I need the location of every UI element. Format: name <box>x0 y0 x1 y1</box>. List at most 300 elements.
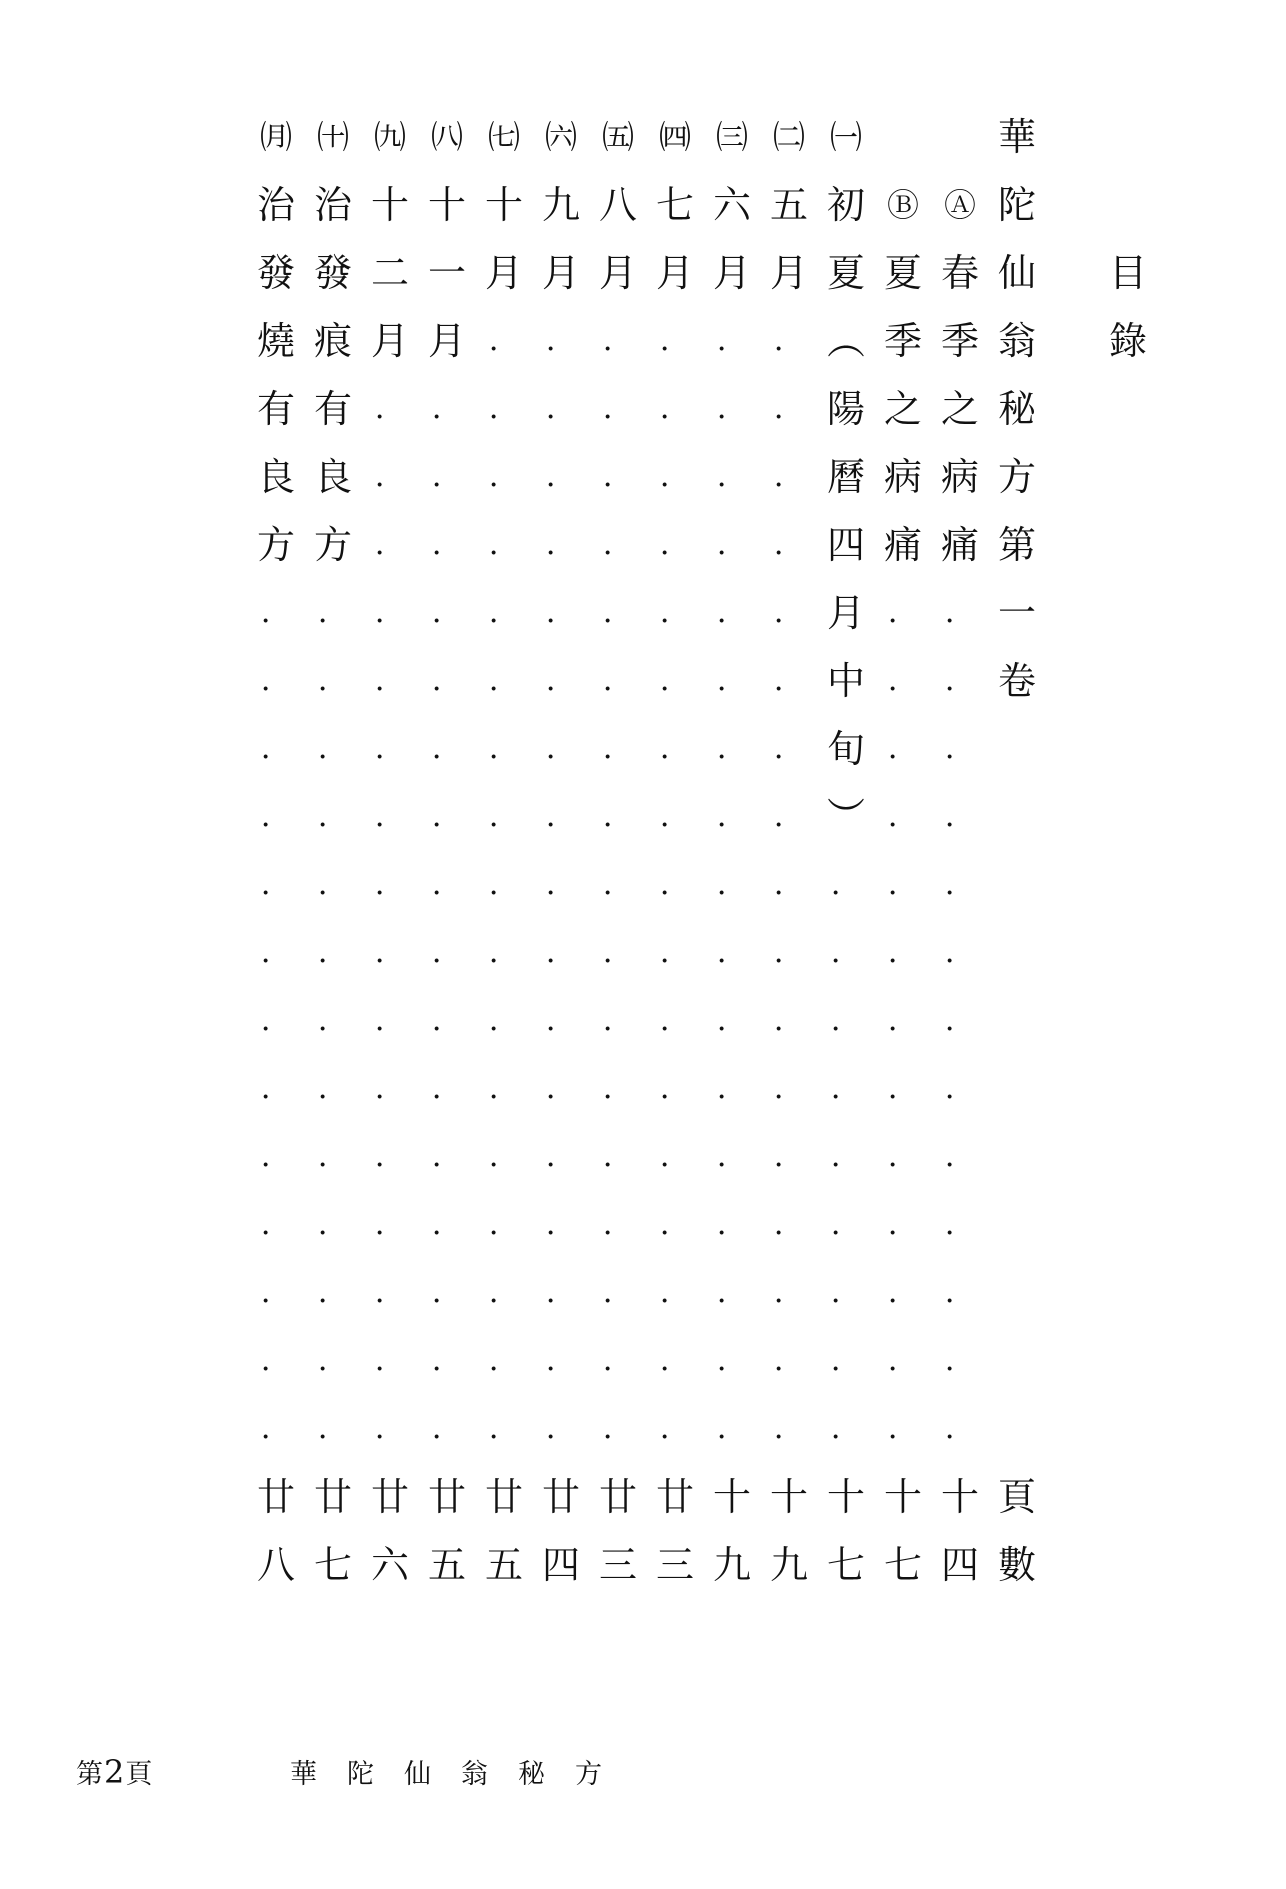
leader-dot: ． <box>660 323 690 358</box>
entry-page-char: 廿 <box>370 1475 409 1519</box>
leader-dot: ． <box>375 1139 405 1174</box>
entry-page-char: 廿 <box>313 1475 352 1519</box>
leader-dot: ． <box>717 527 747 562</box>
leader-dot: ． <box>546 663 576 698</box>
leader-dot: ． <box>318 799 348 834</box>
entry-title-char: 痛 <box>940 523 979 567</box>
leader-dot: ． <box>603 867 633 902</box>
leader-dot: ． <box>546 1071 576 1106</box>
entry-title-char: 之 <box>883 387 922 431</box>
spacer <box>989 919 1045 987</box>
leader-dot: ． <box>375 1207 405 1242</box>
leader-dot: ． <box>660 663 690 698</box>
entry-title-char: 病 <box>940 455 979 499</box>
leader-dot: ． <box>717 391 747 426</box>
leader-dot: ． <box>660 1343 690 1378</box>
leader-dot: ． <box>489 1275 519 1310</box>
leader-dot: ． <box>717 1411 747 1446</box>
entry-page-char: 三 <box>598 1543 637 1587</box>
entry-marker: ㈤ <box>601 118 634 156</box>
entry-title-char: ︶ <box>826 795 865 839</box>
entry-title-char: 月 <box>484 251 523 295</box>
page-count-heading-char: 數 <box>997 1543 1036 1587</box>
book-title-column <box>989 103 1045 1599</box>
leader-dot: ． <box>831 1139 861 1174</box>
title-char: 第 <box>997 523 1036 567</box>
leader-dot: ． <box>375 1071 405 1106</box>
entry-title-char: 十 <box>484 183 523 227</box>
entry-title-char: 夏 <box>826 251 865 295</box>
leader-dot: ． <box>489 459 519 494</box>
toc-entry <box>590 103 646 1599</box>
leader-dot: ． <box>546 1139 576 1174</box>
entry-title-char: 治 <box>256 183 295 227</box>
leader-dot: ． <box>432 935 462 970</box>
leader-dot: ． <box>546 1003 576 1038</box>
entry-title-char: 有 <box>256 387 295 431</box>
leader-dot: ． <box>375 527 405 562</box>
leader-dot: ． <box>261 731 291 766</box>
entry-page-char: 廿 <box>427 1475 466 1519</box>
entry-title-char: 月 <box>769 251 808 295</box>
entry-page-char: 五 <box>427 1543 466 1587</box>
leader-dot: ． <box>375 663 405 698</box>
entry-marker: ㈡ <box>772 118 805 156</box>
leader-dot: ． <box>774 459 804 494</box>
leader-dot: ． <box>945 799 975 834</box>
entry-title-char: 旬 <box>826 727 865 771</box>
entry-title-char: 痕 <box>313 319 352 363</box>
entry-marker: ㈨ <box>373 118 406 156</box>
leader-dot: ． <box>432 595 462 630</box>
leader-dot: ． <box>375 867 405 902</box>
leader-dot: ． <box>546 731 576 766</box>
leader-dot: ． <box>546 799 576 834</box>
entry-title-char: 發 <box>256 251 295 295</box>
leader-dot: ． <box>603 799 633 834</box>
leader-dot: ． <box>261 1411 291 1446</box>
leader-dot: ． <box>546 459 576 494</box>
entry-title-char: ︵ <box>826 319 865 363</box>
leader-dot: ． <box>717 323 747 358</box>
leader-dot: ． <box>489 595 519 630</box>
leader-dot: ． <box>432 1139 462 1174</box>
toc-entry <box>932 103 988 1599</box>
spacer <box>1100 171 1156 239</box>
spacer <box>1100 103 1156 171</box>
spacer <box>989 783 1045 851</box>
spacer <box>989 851 1045 919</box>
leader-dot: ． <box>489 391 519 426</box>
leader-dot: ． <box>774 1003 804 1038</box>
leader-dot: ． <box>888 663 918 698</box>
spacer <box>989 1395 1045 1463</box>
leader-dot: ． <box>261 799 291 834</box>
leader-dot: ． <box>318 1071 348 1106</box>
leader-dot: ． <box>945 1003 975 1038</box>
toc-entry <box>818 103 874 1599</box>
leader-dot: ． <box>888 867 918 902</box>
spacer <box>875 103 931 171</box>
leader-dot: ． <box>660 1275 690 1310</box>
leader-dot: ． <box>945 1275 975 1310</box>
leader-dot: ． <box>546 1411 576 1446</box>
leader-dot: ． <box>831 1207 861 1242</box>
leader-dot: ． <box>717 595 747 630</box>
entry-title-char: 月 <box>655 251 694 295</box>
leader-dot: ． <box>945 731 975 766</box>
spacer <box>989 715 1045 783</box>
entry-title-char: 季 <box>883 319 922 363</box>
entry-marker: ㈩ <box>316 118 349 156</box>
page-count-heading-char: 頁 <box>997 1475 1036 1519</box>
leader-dot: ． <box>261 1275 291 1310</box>
entry-title-char: 月 <box>427 319 466 363</box>
entry-title-char: 一 <box>427 251 466 295</box>
toc-entry <box>704 103 760 1599</box>
leader-dot: ． <box>717 1343 747 1378</box>
leader-dot: ． <box>603 935 633 970</box>
leader-dot: ． <box>318 595 348 630</box>
entry-title-char: 夏 <box>883 251 922 295</box>
leader-dot: ． <box>660 935 690 970</box>
entry-title-char: 月 <box>541 251 580 295</box>
leader-dot: ． <box>603 1071 633 1106</box>
leader-dot: ． <box>831 935 861 970</box>
leader-dot: ． <box>774 323 804 358</box>
entry-title-char: 月 <box>712 251 751 295</box>
entry-page-char: 十 <box>769 1475 808 1519</box>
leader-dot: ． <box>489 1411 519 1446</box>
leader-dot: ． <box>717 1003 747 1038</box>
leader-dot: ． <box>318 1275 348 1310</box>
leader-dot: ． <box>660 527 690 562</box>
title-char: 仙 <box>997 251 1036 295</box>
entry-marker: ㈠ <box>829 118 862 156</box>
entry-title-char: 陽 <box>826 387 865 431</box>
entry-page-char: 十 <box>826 1475 865 1519</box>
leader-dot: ． <box>660 595 690 630</box>
leader-dot: ． <box>261 867 291 902</box>
entry-page-char: 廿 <box>655 1475 694 1519</box>
leader-dot: ． <box>603 527 633 562</box>
entry-page-char: 三 <box>655 1543 694 1587</box>
leader-dot: ． <box>774 1071 804 1106</box>
leader-dot: ． <box>318 1411 348 1446</box>
spacer <box>989 1123 1045 1191</box>
leader-dot: ． <box>660 459 690 494</box>
entry-title-char: 良 <box>313 455 352 499</box>
leader-dot: ． <box>318 1343 348 1378</box>
entry-title-char: 季 <box>940 319 979 363</box>
toc-entry <box>419 103 475 1599</box>
entry-page-char: 廿 <box>484 1475 523 1519</box>
leader-dot: ． <box>489 731 519 766</box>
spacer <box>989 987 1045 1055</box>
leader-dot: ． <box>774 867 804 902</box>
spacer <box>932 103 988 171</box>
leader-dot: ． <box>318 1207 348 1242</box>
entry-page-char: 七 <box>883 1543 922 1587</box>
leader-dot: ． <box>660 1139 690 1174</box>
leader-dot: ． <box>546 391 576 426</box>
title-char: 陀 <box>997 183 1036 227</box>
leader-dot: ． <box>603 1139 633 1174</box>
leader-dot: ． <box>261 663 291 698</box>
leader-dot: ． <box>774 1411 804 1446</box>
entry-title-char: 燒 <box>256 319 295 363</box>
page-number-value: 2 <box>104 1753 125 1791</box>
contents-heading <box>1100 103 1156 375</box>
leader-dot: ． <box>774 391 804 426</box>
leader-dot: ． <box>546 867 576 902</box>
leader-dot: ． <box>261 935 291 970</box>
leader-dot: ． <box>945 1343 975 1378</box>
toc-entry <box>875 103 931 1599</box>
leader-dot: ． <box>831 1071 861 1106</box>
leader-dot: ． <box>432 1275 462 1310</box>
leader-dot: ． <box>774 731 804 766</box>
leader-dot: ． <box>489 1207 519 1242</box>
entry-marker: ㈢ <box>715 118 748 156</box>
leader-dot: ． <box>261 1003 291 1038</box>
leader-dot: ． <box>717 1275 747 1310</box>
leader-dot: ． <box>888 1139 918 1174</box>
leader-dot: ． <box>432 731 462 766</box>
leader-dot: ． <box>546 1275 576 1310</box>
title-char: 方 <box>997 455 1036 499</box>
leader-dot: ． <box>831 1343 861 1378</box>
leader-dot: ． <box>489 323 519 358</box>
leader-dot: ． <box>489 935 519 970</box>
leader-dot: ． <box>546 595 576 630</box>
entry-page-char: 十 <box>883 1475 922 1519</box>
entry-page-char: 廿 <box>598 1475 637 1519</box>
entry-page-char: 四 <box>541 1543 580 1587</box>
leader-dot: ． <box>489 1139 519 1174</box>
leader-dot: ． <box>432 867 462 902</box>
leader-dot: ． <box>603 731 633 766</box>
entry-title-char: 中 <box>826 659 865 703</box>
running-title: 華陀仙翁秘方 <box>290 1759 632 1790</box>
leader-dot: ． <box>375 799 405 834</box>
leader-dot: ． <box>603 1003 633 1038</box>
leader-dot: ． <box>489 867 519 902</box>
leader-dot: ． <box>546 527 576 562</box>
spacer <box>989 1327 1045 1395</box>
leader-dot: ． <box>318 867 348 902</box>
entry-title-char: 四 <box>826 523 865 567</box>
leader-dot: ． <box>432 1207 462 1242</box>
toc-entry <box>476 103 532 1599</box>
page-prefix: 第 <box>76 1759 103 1790</box>
leader-dot: ． <box>375 459 405 494</box>
leader-dot: ． <box>660 731 690 766</box>
leader-dot: ． <box>546 323 576 358</box>
leader-dot: ． <box>489 663 519 698</box>
entry-marker: ㈦ <box>487 118 520 156</box>
entry-title-char: 痛 <box>883 523 922 567</box>
entry-marker: ㈧ <box>430 118 463 156</box>
page-number <box>76 1752 152 1791</box>
leader-dot: ． <box>774 595 804 630</box>
entry-title-char: 月 <box>598 251 637 295</box>
toc-entry <box>362 103 418 1599</box>
leader-dot: ． <box>375 1275 405 1310</box>
leader-dot: ． <box>603 1275 633 1310</box>
leader-dot: ． <box>717 663 747 698</box>
leader-dot: ． <box>603 663 633 698</box>
leader-dot: ． <box>831 867 861 902</box>
entry-title-char: 方 <box>313 523 352 567</box>
spacer <box>989 1055 1045 1123</box>
leader-dot: ． <box>774 1343 804 1378</box>
leader-dot: ． <box>888 1207 918 1242</box>
entry-marker: ㈣ <box>658 118 691 156</box>
entry-page-char: 八 <box>256 1543 295 1587</box>
entry-title-char: 九 <box>541 183 580 227</box>
entry-title-char: 春 <box>940 251 979 295</box>
page-suffix: 頁 <box>125 1759 153 1790</box>
leader-dot: ． <box>375 595 405 630</box>
leader-dot: ． <box>888 1411 918 1446</box>
leader-dot: ． <box>717 935 747 970</box>
leader-dot: ． <box>660 1207 690 1242</box>
entry-title-char: 良 <box>256 455 295 499</box>
entry-title-char: 十 <box>427 183 466 227</box>
leader-dot: ． <box>717 1071 747 1106</box>
entry-marker: Ⓐ <box>943 186 976 224</box>
entry-title-char: 月 <box>826 591 865 635</box>
toc-entry <box>647 103 703 1599</box>
leader-dot: ． <box>888 1071 918 1106</box>
entry-page-char: 七 <box>826 1543 865 1587</box>
leader-dot: ． <box>831 1003 861 1038</box>
leader-dot: ． <box>432 459 462 494</box>
leader-dot: ． <box>261 1207 291 1242</box>
entry-title-char: 十 <box>370 183 409 227</box>
leader-dot: ． <box>375 1411 405 1446</box>
leader-dot: ． <box>432 1411 462 1446</box>
leader-dot: ． <box>945 1207 975 1242</box>
entry-title-char: 發 <box>313 251 352 295</box>
leader-dot: ． <box>318 731 348 766</box>
leader-dot: ． <box>603 595 633 630</box>
leader-dot: ． <box>774 799 804 834</box>
leader-dot: ． <box>375 391 405 426</box>
toc-entry <box>305 103 361 1599</box>
leader-dot: ． <box>660 799 690 834</box>
entry-title-char: 月 <box>370 319 409 363</box>
leader-dot: ． <box>546 1343 576 1378</box>
leader-dot: ． <box>489 1343 519 1378</box>
heading-char: 錄 <box>1108 319 1147 363</box>
leader-dot: ． <box>888 799 918 834</box>
entry-page-char: 廿 <box>256 1475 295 1519</box>
toc-entry <box>533 103 589 1599</box>
leader-dot: ． <box>888 1003 918 1038</box>
leader-dot: ． <box>774 663 804 698</box>
leader-dot: ． <box>432 391 462 426</box>
leader-dot: ． <box>432 1071 462 1106</box>
entry-title-char: 初 <box>826 183 865 227</box>
entry-page-char: 六 <box>370 1543 409 1587</box>
entry-marker: ㈥ <box>544 118 577 156</box>
leader-dot: ． <box>603 1411 633 1446</box>
leader-dot: ． <box>432 799 462 834</box>
leader-dot: ． <box>888 935 918 970</box>
spacer <box>989 1191 1045 1259</box>
leader-dot: ． <box>318 663 348 698</box>
toc-entry <box>761 103 817 1599</box>
leader-dot: ． <box>945 935 975 970</box>
entry-marker: Ⓑ <box>886 186 919 224</box>
entry-title-char: 有 <box>313 387 352 431</box>
spacer <box>989 1259 1045 1327</box>
leader-dot: ． <box>831 1275 861 1310</box>
leader-dot: ． <box>318 1139 348 1174</box>
leader-dot: ． <box>717 799 747 834</box>
leader-dot: ． <box>717 1139 747 1174</box>
leader-dot: ． <box>945 1139 975 1174</box>
entry-title-char: 二 <box>370 251 409 295</box>
leader-dot: ． <box>945 663 975 698</box>
leader-dot: ． <box>660 1411 690 1446</box>
leader-dot: ． <box>489 1071 519 1106</box>
leader-dot: ． <box>945 867 975 902</box>
entry-title-char: 病 <box>883 455 922 499</box>
leader-dot: ． <box>717 867 747 902</box>
leader-dot: ． <box>603 323 633 358</box>
entry-title-char: 六 <box>712 183 751 227</box>
leader-dot: ． <box>888 1343 918 1378</box>
entry-page-char: 五 <box>484 1543 523 1587</box>
entry-page-char: 九 <box>769 1543 808 1587</box>
leader-dot: ． <box>489 799 519 834</box>
leader-dot: ． <box>261 595 291 630</box>
entry-title-char: 五 <box>769 183 808 227</box>
leader-dot: ． <box>261 1071 291 1106</box>
title-char: 一 <box>997 591 1036 635</box>
entry-title-char: 七 <box>655 183 694 227</box>
leader-dot: ． <box>774 1207 804 1242</box>
leader-dot: ． <box>717 459 747 494</box>
leader-dot: ． <box>660 391 690 426</box>
leader-dot: ． <box>660 1003 690 1038</box>
leader-dot: ． <box>603 1343 633 1378</box>
entry-title-char: 治 <box>313 183 352 227</box>
entry-title-char: 之 <box>940 387 979 431</box>
entry-title-char: 方 <box>256 523 295 567</box>
entry-page-char: 七 <box>313 1543 352 1587</box>
title-char: 卷 <box>997 659 1036 703</box>
leader-dot: ． <box>774 935 804 970</box>
title-char: 翁 <box>997 319 1036 363</box>
entry-page-char: 四 <box>940 1543 979 1587</box>
entry-marker: ㈪ <box>259 118 292 156</box>
leader-dot: ． <box>432 1003 462 1038</box>
leader-dot: ． <box>375 1343 405 1378</box>
leader-dot: ． <box>261 1139 291 1174</box>
leader-dot: ． <box>945 1071 975 1106</box>
leader-dot: ． <box>660 867 690 902</box>
leader-dot: ． <box>945 595 975 630</box>
title-char: 秘 <box>997 387 1036 431</box>
leader-dot: ． <box>546 1207 576 1242</box>
leader-dot: ． <box>489 527 519 562</box>
toc-entry <box>248 103 304 1599</box>
leader-dot: ． <box>375 935 405 970</box>
